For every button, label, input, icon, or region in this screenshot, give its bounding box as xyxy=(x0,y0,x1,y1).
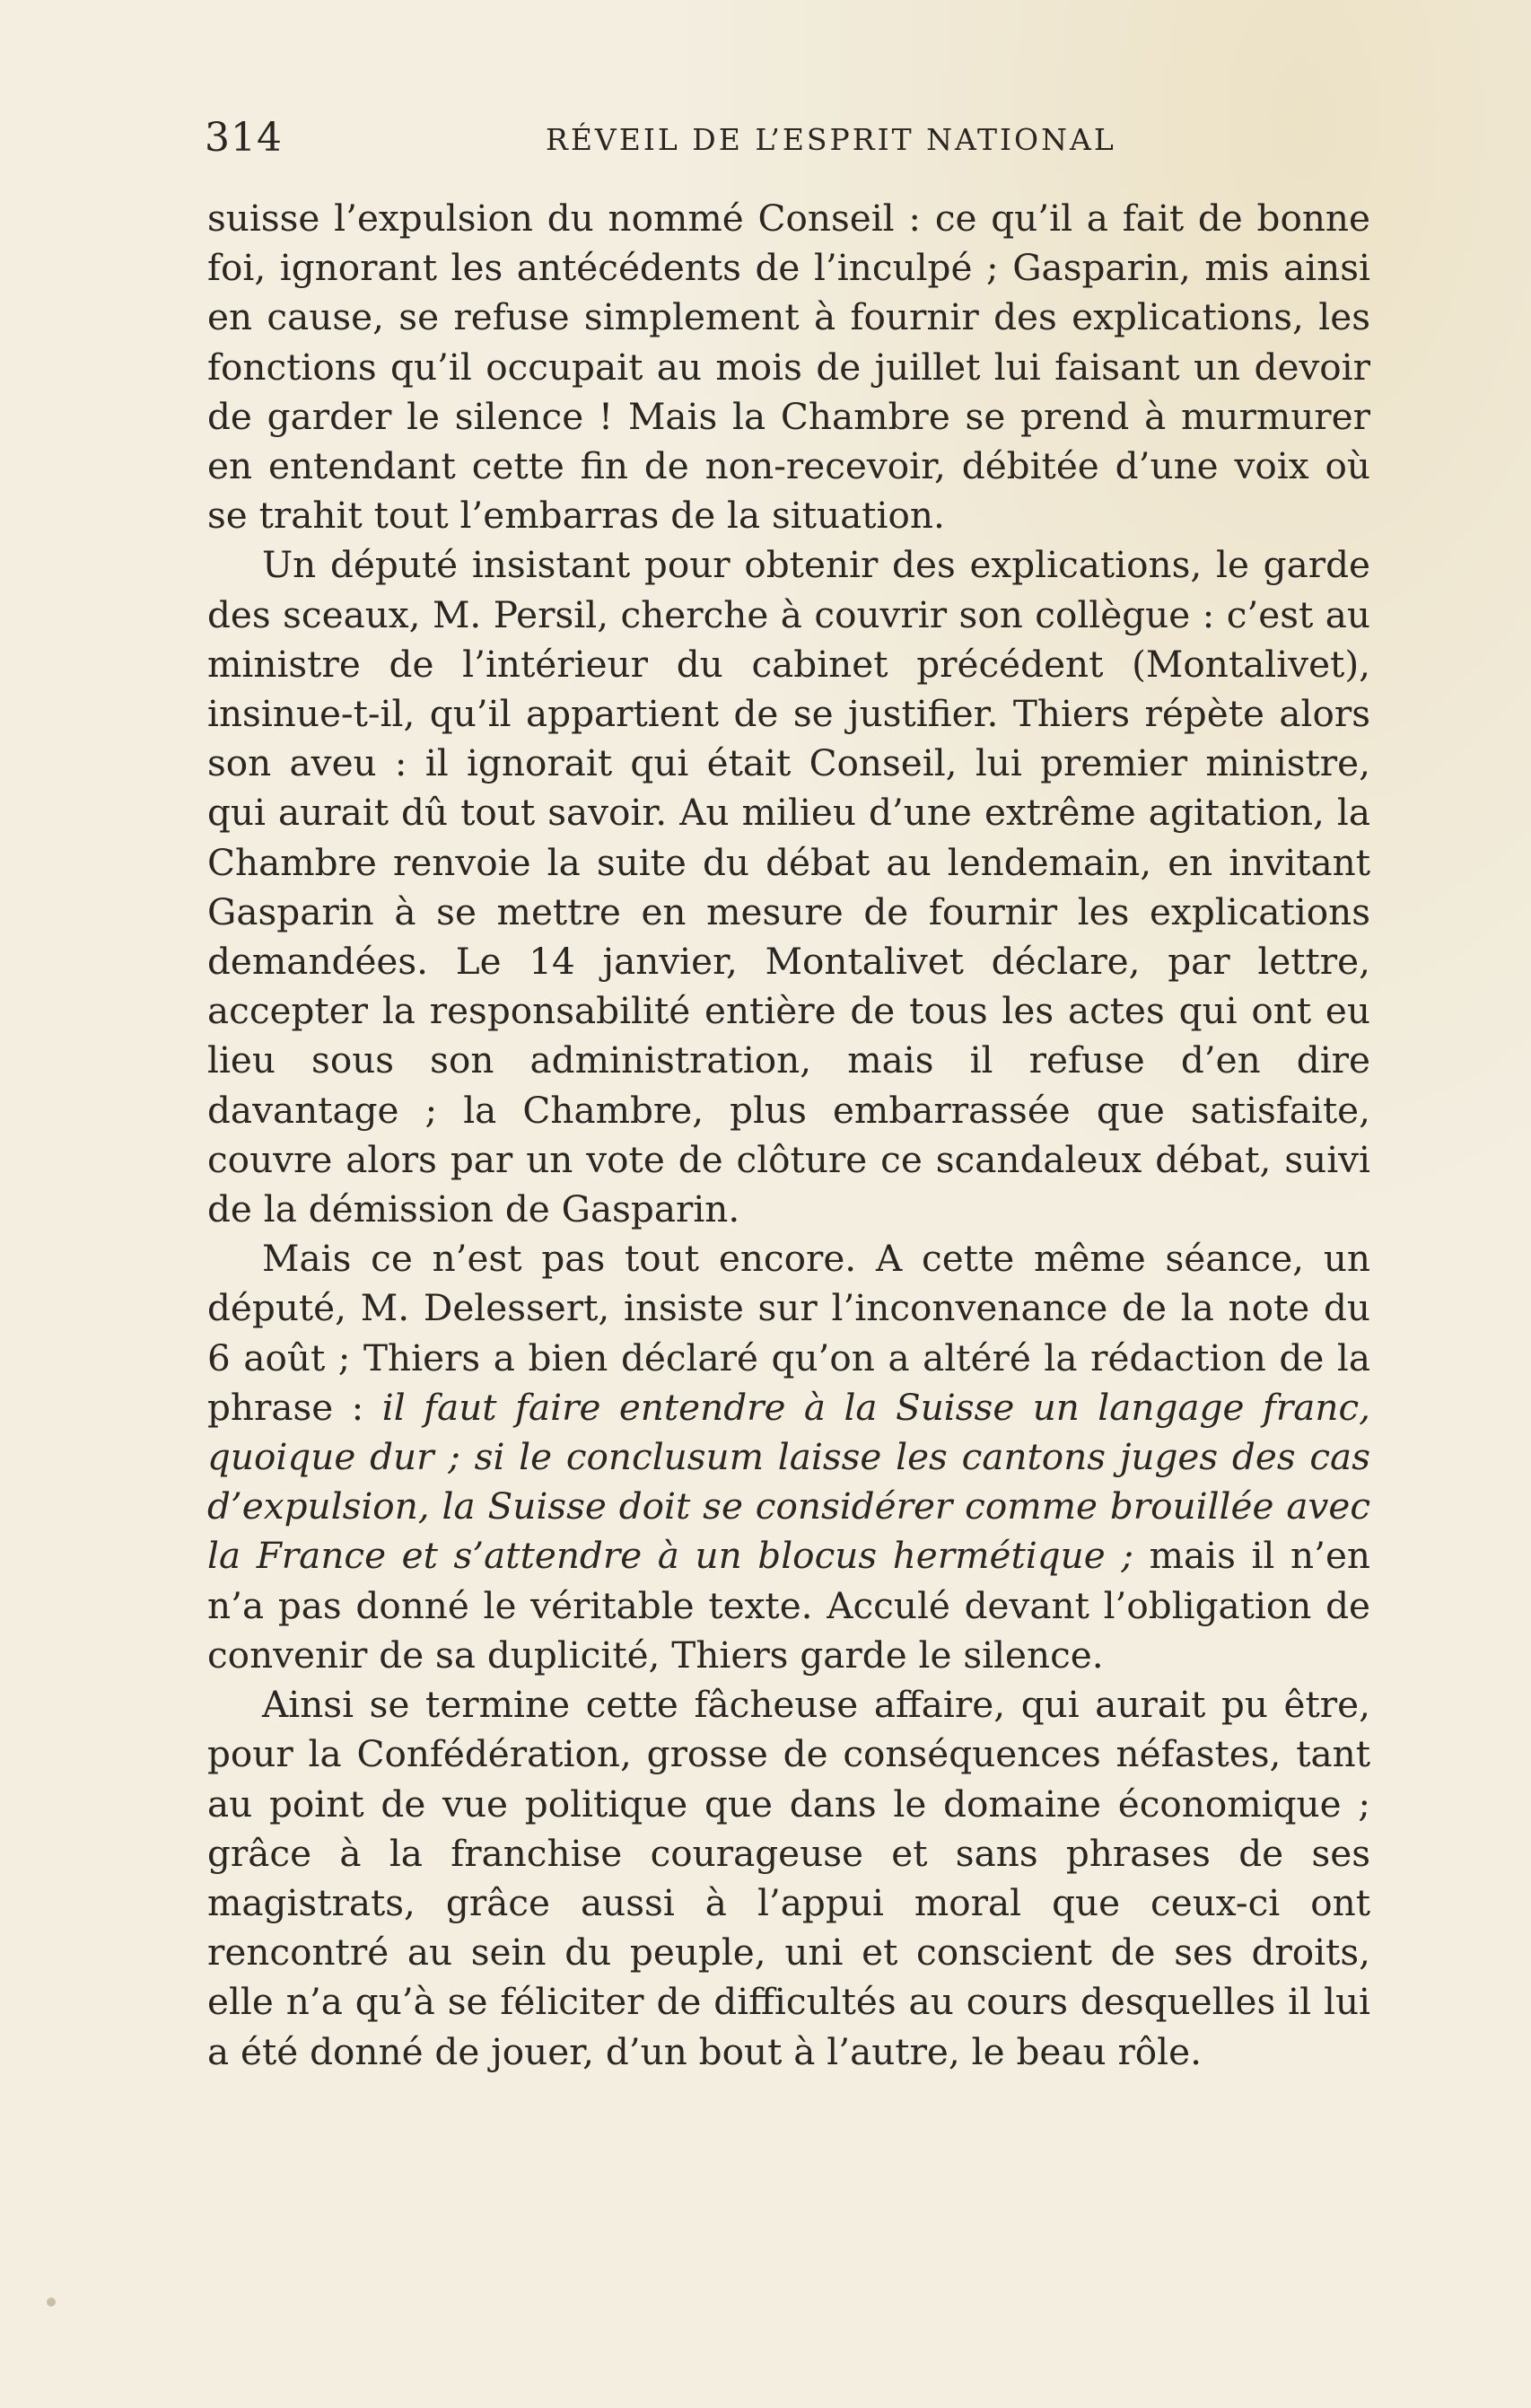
paper-speck xyxy=(47,2298,56,2307)
paragraph-3-italic-quote: il faut faire entendre à la Suisse un langage franc, quoique dur ; si le conclusum laisse les cantons juges des cas d’expulsion, la Suisse doit se considérer comme brouillée avec la France et s’attendre à un blocus hermétique ; xyxy=(207,1385,1370,1578)
page-header xyxy=(205,115,1371,169)
paragraph-4: Ainsi se termine cette fâcheuse affaire, qui aurait pu être, pour la Confédération, grosse de conséquences néfastes, tant au point de vue politique que dans le domaine économique ; grâce à la franchise courageuse et sans phrases de ses magistrats, grâce aussi à l’appui moral que ceux-ci ont rencontré au sein du peuple, uni et conscient de ses droits, elle n’a qu’à se féliciter de difficultés au cours desquelles il lui a été donné de jouer, d’un bout à l’autre, le beau rôle. xyxy=(207,1683,1370,2073)
paragraph-2: Un député insistant pour obtenir des explications, le garde des sceaux, M. Persil, cherche à couvrir son collègue : c’est au ministre de l’intérieur du cabinet précédent (Montalivet), insinue-t-il, qu’il appartient de se justifier. Thiers répète alors son aveu : il ignorait qui était Conseil, lui premier ministre, qui aurait dû tout savoir. Au milieu d’une extrême agitation, la Chambre renvoie la suite du débat au lendemain, en invitant Gasparin à se mettre en mesure de fournir les explications demandées. Le 14 janvier, Montalivet déclare, par lettre, accepter la responsabilité entière de tous les actes qui ont eu lieu sous son administration, mais il refuse d’en dire davantage ; la Chambre, plus embarrassée que satisfaite, couvre alors par un vote de clôture ce scandaleux débat, suivi de la démission de Gasparin. xyxy=(207,543,1370,1231)
paragraph-1: suisse l’expulsion du nommé Conseil : ce qu’il a fait de bonne foi, ignorant les antécédents de l’inculpé ; Gasparin, mis ainsi en cause, se refuse simplement à fournir des explications, les fonctions qu’il occupait au mois de juillet lui faisant un devoir de garder le silence ! Mais la Chambre se prend à murmurer en entendant cette fin de non-recevoir, débitée d’une voix où se trahit tout l’embarras de la situation. xyxy=(207,197,1370,538)
page-number: 314 xyxy=(205,115,283,161)
paragraph-3-text-before: Mais ce n’est pas tout encore. A cette même séance, un député, M. Delessert, insiste sur l’inconvenance de la note du 6 août ; Thiers a bien déclaré qu’on a altéré la rédaction de la phrase : xyxy=(207,1237,1370,1429)
running-title: RÉVEIL DE L’ESPRIT NATIONAL xyxy=(546,122,1116,157)
body-text xyxy=(207,194,1370,2077)
paragraph-3-text-after: mais il n’en n’a pas donné le véritable texte. Acculé devant l’obligation de convenir de sa duplicité, Thiers garde le silence. xyxy=(207,1534,1370,1677)
paragraph-3 xyxy=(207,1234,1370,1680)
